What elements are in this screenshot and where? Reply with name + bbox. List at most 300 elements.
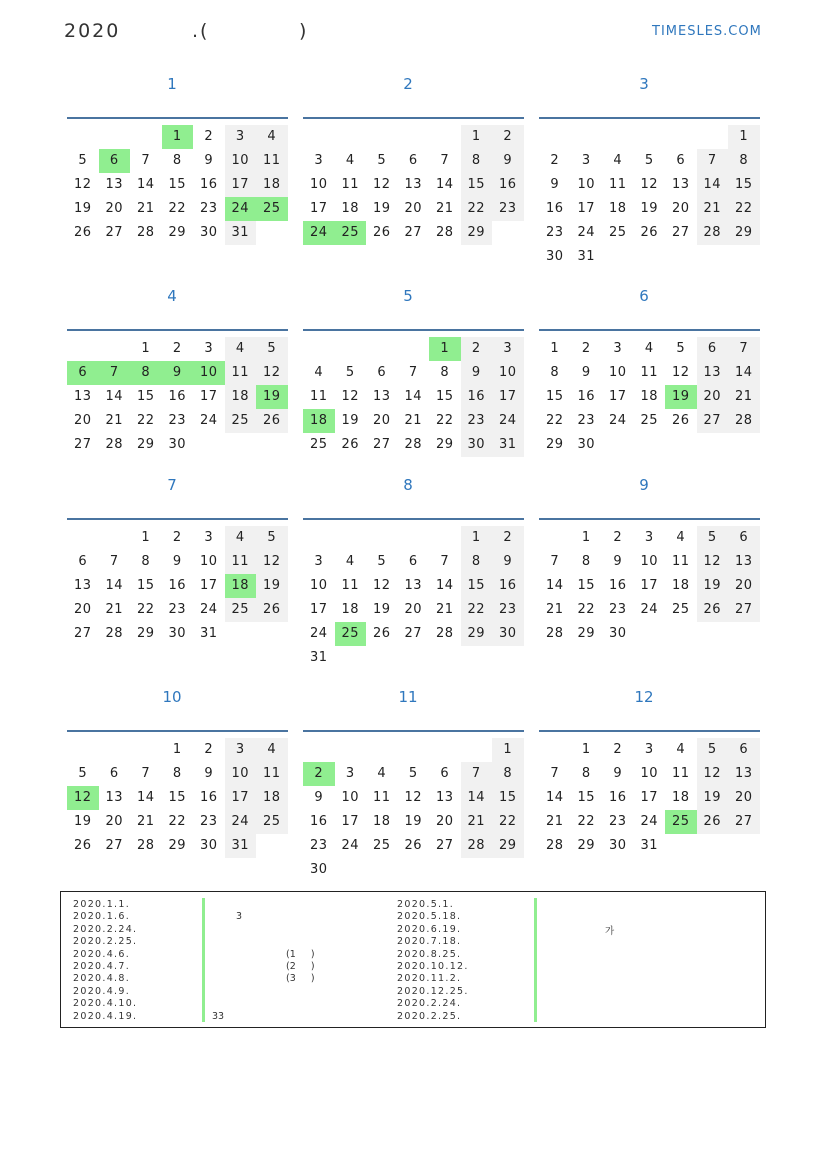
month-name: 6 xyxy=(639,287,649,305)
day-cell: 16 xyxy=(545,201,564,216)
day-cell: 10 xyxy=(309,578,328,593)
day-cell: 8 xyxy=(581,766,591,781)
day-cell: 6 xyxy=(697,337,729,361)
day-cell: 2 xyxy=(204,129,214,144)
day-cell: 15 xyxy=(136,389,155,404)
day-cell: 10 xyxy=(341,790,360,805)
day-cell: 6 xyxy=(109,766,119,781)
day-cell: 1 xyxy=(172,742,182,757)
note-text: 33 xyxy=(212,1011,225,1022)
month-name: 3 xyxy=(639,75,649,93)
day-grid xyxy=(303,337,524,457)
empty-cell xyxy=(539,738,571,762)
day-cell: 3 xyxy=(225,738,257,762)
day-cell: 21 xyxy=(697,197,729,221)
day-cell: 27 xyxy=(697,409,729,433)
day-cell: 24 xyxy=(309,626,328,641)
day-cell: 28 xyxy=(404,437,423,452)
day-cell: 1 xyxy=(141,341,151,356)
note-date: 2020.7.18. xyxy=(397,936,462,948)
day-cell: 2 xyxy=(172,530,182,545)
day-grid xyxy=(539,526,760,646)
day-cell: 15 xyxy=(168,177,187,192)
day-cell: 30 xyxy=(608,838,627,853)
day-cell: 30 xyxy=(577,437,596,452)
day-cell: 7 xyxy=(461,762,493,786)
day-cell: 17 xyxy=(225,173,257,197)
day-cell: 18 xyxy=(372,814,391,829)
day-cell: 7 xyxy=(550,554,560,569)
day-cell: 27 xyxy=(73,437,92,452)
day-cell: 12 xyxy=(372,578,391,593)
day-cell: 11 xyxy=(341,578,360,593)
day-cell: 14 xyxy=(728,361,760,385)
day-cell: 26 xyxy=(341,437,360,452)
day-cell: 30 xyxy=(461,433,493,457)
day-cell: 28 xyxy=(105,437,124,452)
note-date: 2020.1.1. xyxy=(73,899,131,910)
note-date: 2020.5.18. xyxy=(397,911,462,923)
day-cell: 14 xyxy=(545,578,564,593)
empty-cell xyxy=(303,337,335,361)
day-cell: 10 xyxy=(193,361,225,385)
day-cell: 24 xyxy=(492,409,524,433)
empty-cell xyxy=(539,526,571,550)
day-cell: 24 xyxy=(640,602,659,617)
day-cell: 21 xyxy=(461,810,493,834)
day-cell: 12 xyxy=(341,389,360,404)
day-cell: 31 xyxy=(577,249,596,264)
day-cell: 28 xyxy=(136,838,155,853)
empty-cell xyxy=(429,738,461,762)
day-cell: 31 xyxy=(309,650,328,665)
empty-cell xyxy=(366,738,398,762)
day-cell: 8 xyxy=(550,365,560,380)
empty-cell xyxy=(398,125,430,149)
day-cell: 15 xyxy=(168,790,187,805)
day-cell: 27 xyxy=(728,810,760,834)
day-cell: 16 xyxy=(608,790,627,805)
day-cell: 22 xyxy=(577,814,596,829)
day-cell: 19 xyxy=(256,574,288,598)
month-name: 1 xyxy=(167,75,177,93)
empty-cell xyxy=(335,526,367,550)
day-cell: 2 xyxy=(461,337,493,361)
day-cell: 11 xyxy=(608,177,627,192)
empty-cell xyxy=(99,738,131,762)
day-cell: 6 xyxy=(377,365,387,380)
day-cell: 7 xyxy=(141,766,151,781)
notes-box xyxy=(60,891,766,1028)
day-cell: 9 xyxy=(461,361,493,385)
day-cell: 12 xyxy=(697,762,729,786)
day-cell: 12 xyxy=(256,550,288,574)
empty-cell xyxy=(99,125,131,149)
day-cell: 21 xyxy=(545,602,564,617)
day-cell: 20 xyxy=(435,814,454,829)
day-cell: 26 xyxy=(697,810,729,834)
empty-cell xyxy=(398,738,430,762)
note-text: (3 ) xyxy=(286,973,315,984)
day-cell: 20 xyxy=(728,786,760,810)
day-cell: 18 xyxy=(225,385,257,409)
day-cell: 4 xyxy=(225,337,257,361)
day-cell: 27 xyxy=(404,626,423,641)
day-cell: 20 xyxy=(105,201,124,216)
day-cell: 16 xyxy=(577,389,596,404)
day-cell: 13 xyxy=(435,790,454,805)
empty-cell xyxy=(665,125,697,149)
day-cell: 7 xyxy=(440,554,450,569)
day-cell: 25 xyxy=(225,409,257,433)
day-cell: 11 xyxy=(372,790,391,805)
day-cell: 31 xyxy=(225,834,257,858)
day-cell: 8 xyxy=(728,149,760,173)
day-cell: 20 xyxy=(105,814,124,829)
empty-cell xyxy=(335,125,367,149)
month-rule xyxy=(67,117,288,119)
day-cell: 27 xyxy=(105,838,124,853)
day-cell: 17 xyxy=(492,385,524,409)
month-name: 9 xyxy=(639,476,649,494)
day-cell: 4 xyxy=(345,153,355,168)
month-rule xyxy=(67,329,288,331)
note-date: 2020.4.7. xyxy=(73,960,131,972)
day-grid xyxy=(67,738,288,858)
day-cell: 3 xyxy=(613,341,623,356)
day-cell: 13 xyxy=(73,578,92,593)
brand-link[interactable]: TIMESLES.COM xyxy=(652,24,762,39)
day-cell: 4 xyxy=(613,153,623,168)
day-cell: 14 xyxy=(545,790,564,805)
day-cell: 2 xyxy=(492,125,524,149)
day-cell: 26 xyxy=(256,409,288,433)
day-cell: 23 xyxy=(461,409,493,433)
day-cell: 21 xyxy=(105,602,124,617)
day-cell: 5 xyxy=(676,341,686,356)
month-name: 8 xyxy=(403,476,413,494)
day-cell: 18 xyxy=(341,201,360,216)
day-cell: 2 xyxy=(172,341,182,356)
day-cell: 7 xyxy=(697,149,729,173)
day-cell: 25 xyxy=(256,810,288,834)
day-cell: 19 xyxy=(697,786,729,810)
notes-left-bar xyxy=(202,898,205,1022)
day-cell: 16 xyxy=(309,814,328,829)
day-cell: 23 xyxy=(492,598,524,622)
day-cell: 26 xyxy=(697,598,729,622)
empty-cell xyxy=(99,337,131,361)
day-cell: 25 xyxy=(335,221,367,245)
day-cell: 25 xyxy=(225,598,257,622)
month-name: 10 xyxy=(162,688,182,706)
title-close-paren: ) xyxy=(299,20,309,42)
day-cell: 5 xyxy=(256,526,288,550)
day-cell: 11 xyxy=(309,389,328,404)
day-cell: 11 xyxy=(256,762,288,786)
note-date: 2020.4.10. xyxy=(73,998,138,1010)
day-cell: 23 xyxy=(608,814,627,829)
day-cell: 9 xyxy=(613,554,623,569)
note-date: 2020.4.9. xyxy=(73,985,131,997)
day-cell: 4 xyxy=(676,530,686,545)
day-cell: 28 xyxy=(435,225,454,240)
day-cell: 22 xyxy=(136,602,155,617)
day-cell: 4 xyxy=(314,365,324,380)
day-cell: 22 xyxy=(461,598,493,622)
day-cell: 19 xyxy=(372,201,391,216)
day-cell: 21 xyxy=(545,814,564,829)
day-cell: 19 xyxy=(372,602,391,617)
day-cell: 9 xyxy=(492,550,524,574)
notes-right-bar xyxy=(534,898,537,1022)
day-cell: 29 xyxy=(136,437,155,452)
day-cell: 10 xyxy=(577,177,596,192)
day-cell: 22 xyxy=(435,413,454,428)
day-cell: 3 xyxy=(644,742,654,757)
day-cell: 4 xyxy=(377,766,387,781)
day-cell: 15 xyxy=(545,389,564,404)
day-cell: 24 xyxy=(225,197,257,221)
day-cell: 26 xyxy=(256,598,288,622)
day-cell: 30 xyxy=(168,626,187,641)
day-cell: 29 xyxy=(728,221,760,245)
day-cell: 2 xyxy=(550,153,560,168)
day-cell: 23 xyxy=(168,413,187,428)
day-cell: 29 xyxy=(577,626,596,641)
note-date: 2020.2.24. xyxy=(73,923,138,935)
day-cell: 26 xyxy=(372,626,391,641)
day-cell: 31 xyxy=(225,221,257,245)
note-date: 2020.5.1. xyxy=(397,899,455,910)
day-cell: 16 xyxy=(199,790,218,805)
day-cell: 24 xyxy=(341,838,360,853)
day-cell: 7 xyxy=(440,153,450,168)
day-cell: 10 xyxy=(608,365,627,380)
day-cell: 5 xyxy=(408,766,418,781)
day-cell: 18 xyxy=(256,786,288,810)
empty-cell xyxy=(67,738,99,762)
day-cell: 3 xyxy=(204,341,214,356)
note-text: 가 xyxy=(605,926,615,937)
day-cell: 20 xyxy=(404,602,423,617)
day-cell: 18 xyxy=(671,578,690,593)
day-cell: 3 xyxy=(345,766,355,781)
month-name: 4 xyxy=(167,287,177,305)
day-cell: 8 xyxy=(492,762,524,786)
day-cell: 17 xyxy=(341,814,360,829)
day-cell: 19 xyxy=(256,385,288,409)
day-cell: 14 xyxy=(105,578,124,593)
day-cell: 20 xyxy=(697,385,729,409)
month-name: 12 xyxy=(634,688,654,706)
day-cell: 2 xyxy=(581,341,591,356)
day-cell: 25 xyxy=(671,602,690,617)
day-grid xyxy=(67,125,288,245)
day-cell: 28 xyxy=(545,626,564,641)
day-cell: 16 xyxy=(199,177,218,192)
day-grid xyxy=(303,526,524,670)
day-cell: 1 xyxy=(429,337,461,361)
note-text: (2 ) xyxy=(286,961,315,972)
day-cell: 21 xyxy=(136,201,155,216)
month-rule xyxy=(303,518,524,520)
day-cell: 1 xyxy=(461,526,493,550)
empty-cell xyxy=(366,125,398,149)
day-cell: 6 xyxy=(408,554,418,569)
day-cell: 20 xyxy=(404,201,423,216)
day-cell: 9 xyxy=(492,149,524,173)
day-cell: 22 xyxy=(168,814,187,829)
day-cell: 13 xyxy=(728,762,760,786)
day-cell: 27 xyxy=(73,626,92,641)
day-cell: 1 xyxy=(461,125,493,149)
day-cell: 16 xyxy=(168,578,187,593)
day-cell: 25 xyxy=(335,622,367,646)
day-cell: 19 xyxy=(697,574,729,598)
day-cell: 8 xyxy=(141,554,151,569)
day-cell: 16 xyxy=(168,389,187,404)
month-rule xyxy=(539,730,760,732)
day-cell: 12 xyxy=(640,177,659,192)
day-cell: 1 xyxy=(581,742,591,757)
empty-cell xyxy=(366,337,398,361)
day-cell: 26 xyxy=(671,413,690,428)
day-cell: 15 xyxy=(435,389,454,404)
day-cell: 10 xyxy=(492,361,524,385)
day-cell: 13 xyxy=(671,177,690,192)
day-cell: 13 xyxy=(372,389,391,404)
day-cell: 12 xyxy=(404,790,423,805)
day-grid xyxy=(67,526,288,646)
day-cell: 23 xyxy=(199,814,218,829)
note-date: 2020.2.25. xyxy=(73,936,138,948)
note-date: 2020.1.6. xyxy=(73,911,131,923)
day-cell: 12 xyxy=(697,550,729,574)
empty-cell xyxy=(130,738,162,762)
empty-cell xyxy=(67,125,99,149)
note-date: 2020.4.8. xyxy=(73,973,131,985)
day-cell: 2 xyxy=(204,742,214,757)
day-cell: 4 xyxy=(256,738,288,762)
day-cell: 1 xyxy=(492,738,524,762)
day-cell: 2 xyxy=(613,530,623,545)
month-rule xyxy=(303,117,524,119)
day-cell: 9 xyxy=(613,766,623,781)
day-cell: 16 xyxy=(461,385,493,409)
day-cell: 20 xyxy=(372,413,391,428)
day-cell: 21 xyxy=(404,413,423,428)
day-cell: 27 xyxy=(671,225,690,240)
day-cell: 3 xyxy=(225,125,257,149)
day-cell: 9 xyxy=(172,554,182,569)
day-cell: 24 xyxy=(640,814,659,829)
day-cell: 23 xyxy=(608,602,627,617)
day-cell: 25 xyxy=(640,413,659,428)
day-cell: 6 xyxy=(728,526,760,550)
month-rule xyxy=(303,329,524,331)
day-cell: 1 xyxy=(581,530,591,545)
day-cell: 4 xyxy=(225,526,257,550)
empty-cell xyxy=(67,337,99,361)
day-cell: 14 xyxy=(461,786,493,810)
day-cell: 17 xyxy=(309,602,328,617)
day-cell: 22 xyxy=(168,201,187,216)
empty-cell xyxy=(335,738,367,762)
day-cell: 14 xyxy=(697,173,729,197)
day-cell: 29 xyxy=(461,622,493,646)
day-cell: 18 xyxy=(341,602,360,617)
month-name: 2 xyxy=(403,75,413,93)
day-grid xyxy=(303,125,524,245)
day-cell: 11 xyxy=(341,177,360,192)
day-cell: 17 xyxy=(640,790,659,805)
day-grid xyxy=(539,337,760,457)
day-cell: 26 xyxy=(73,225,92,240)
day-cell: 7 xyxy=(99,361,131,385)
day-cell: 5 xyxy=(644,153,654,168)
day-cell: 16 xyxy=(492,173,524,197)
empty-cell xyxy=(303,738,335,762)
day-cell: 27 xyxy=(105,225,124,240)
day-cell: 17 xyxy=(199,389,218,404)
title-dot-paren: .( xyxy=(192,20,210,42)
day-cell: 8 xyxy=(440,365,450,380)
day-cell: 26 xyxy=(372,225,391,240)
day-cell: 18 xyxy=(303,409,335,433)
empty-cell xyxy=(429,125,461,149)
day-cell: 30 xyxy=(545,249,564,264)
day-cell: 27 xyxy=(728,598,760,622)
day-cell: 6 xyxy=(67,361,99,385)
day-cell: 19 xyxy=(73,201,92,216)
note-text: (1 ) xyxy=(286,949,315,960)
month-rule xyxy=(303,730,524,732)
day-cell: 17 xyxy=(225,786,257,810)
empty-cell xyxy=(366,526,398,550)
day-grid xyxy=(539,738,760,858)
day-cell: 3 xyxy=(492,337,524,361)
day-cell: 5 xyxy=(345,365,355,380)
day-cell: 17 xyxy=(199,578,218,593)
day-cell: 24 xyxy=(608,413,627,428)
day-cell: 9 xyxy=(204,766,214,781)
day-cell: 23 xyxy=(492,197,524,221)
day-cell: 28 xyxy=(461,834,493,858)
empty-cell xyxy=(303,526,335,550)
day-cell: 12 xyxy=(256,361,288,385)
day-cell: 5 xyxy=(377,554,387,569)
day-cell: 29 xyxy=(168,225,187,240)
day-cell: 30 xyxy=(199,225,218,240)
notes-right-dates xyxy=(397,899,469,1023)
day-cell: 9 xyxy=(314,790,324,805)
day-cell: 13 xyxy=(404,177,423,192)
note-date: 2020.12.25. xyxy=(397,985,469,997)
day-cell: 17 xyxy=(577,201,596,216)
day-cell: 24 xyxy=(225,810,257,834)
empty-cell xyxy=(571,125,603,149)
day-cell: 14 xyxy=(435,578,454,593)
day-cell: 15 xyxy=(577,578,596,593)
day-cell: 26 xyxy=(640,225,659,240)
day-cell: 19 xyxy=(665,385,697,409)
day-cell: 30 xyxy=(608,626,627,641)
day-cell: 22 xyxy=(461,197,493,221)
day-cell: 4 xyxy=(256,125,288,149)
note-date: 2020.4.19. xyxy=(73,1010,138,1022)
day-cell: 4 xyxy=(676,742,686,757)
